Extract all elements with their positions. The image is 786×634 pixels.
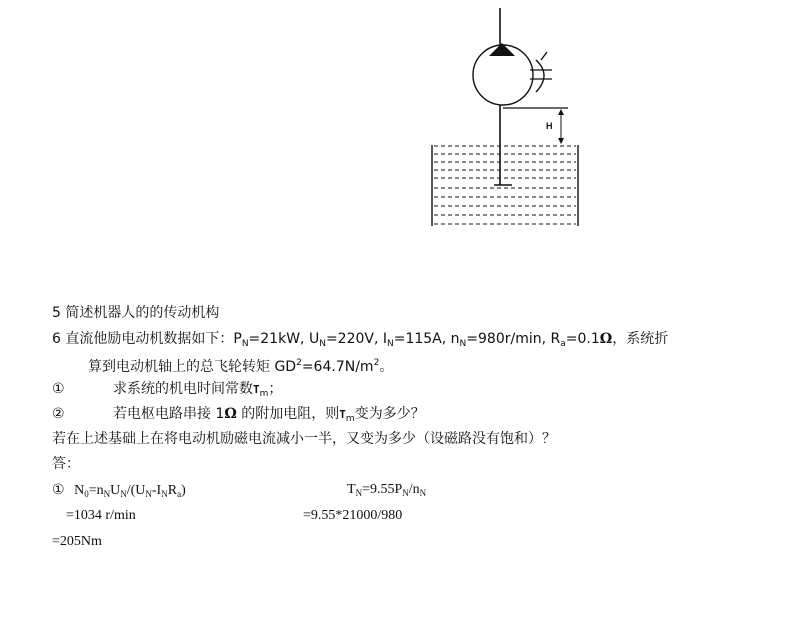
sub-question-1: ① 求系统的机电时间常数$T_m$； xyxy=(52,381,283,399)
solution-tn-value: =205Nm xyxy=(52,534,102,549)
height-label: H xyxy=(546,121,553,131)
solution-marker: ① xyxy=(52,482,65,498)
sub-question-2: ② 若电枢电路串接 1Ω 的附加电阻，则$T_m$变为多少？ xyxy=(52,406,425,424)
solution-n0-value: =1034 r/min xyxy=(66,508,136,523)
sub-question-field: 若在上述基础上在将电动机励磁电流减小一半，又变为多少（设磁路没有饱和）？ xyxy=(52,431,556,447)
solution-tn-formula: $T_N=9.55P_N/n_N$ xyxy=(347,482,427,498)
indicator-tick xyxy=(541,52,547,60)
answer-label: 答： xyxy=(52,456,80,472)
item-marker-2: ② xyxy=(52,406,65,422)
flow-direction-triangle xyxy=(489,43,515,56)
height-arrow-down xyxy=(558,138,564,144)
solution-n0-formula: ① $N_0=n_NU_N/(U_N-I_NR_a)$ xyxy=(52,482,186,499)
pump-tank-diagram xyxy=(0,0,786,260)
motor-arc xyxy=(536,60,544,92)
height-arrow-up xyxy=(558,109,564,115)
omega-symbol: Ω xyxy=(599,331,613,347)
question-6-line-2: 算到电动机轴上的总飞轮转矩 $GD^2=64.7N/m^2$。 xyxy=(88,358,394,375)
question-6-line-1: 6 直流他励电动机数据如下：$P_N=21kW$, $U_N=220V$, $I_N=115A$, $n_N=980r/\min$, $R_a=0.1\Omega$，系统折 xyxy=(52,331,669,349)
omega-symbol: Ω xyxy=(224,406,237,422)
item-marker-1: ① xyxy=(52,381,65,397)
solution-tn-calc: =9.55*21000/980 xyxy=(303,508,403,523)
question-5: 5 简述机器人的的传动机构 xyxy=(52,305,220,321)
